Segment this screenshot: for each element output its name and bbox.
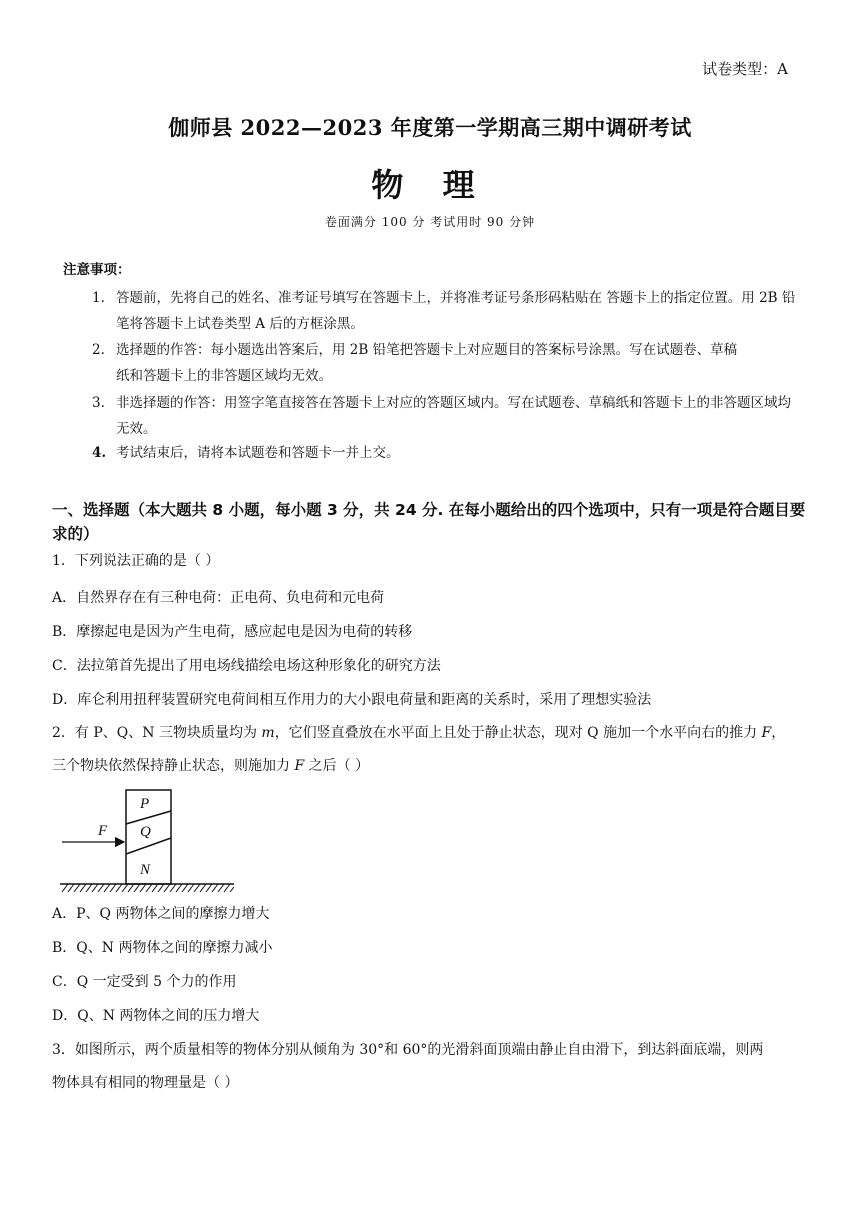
notice-item-text: 非选择题的作答：用签字笔直接答在答题卡上对应的答题区域内。写在试题卷、草稿纸和答题卡上的非答题区域均 — [116, 395, 791, 411]
question-3-stem-line2: 物体具有相同的物理量是（ ） — [52, 1075, 239, 1091]
notice-item-text-cont: 无效。 — [116, 421, 157, 437]
section-title-choice: 一、选择题（本大题共 8 小题，每小题 3 分，共 24 分. 在每小题给出的四个选项中，只有一项是符合题目要求的） — [52, 501, 806, 543]
qn-interface — [126, 838, 171, 854]
block-p-label: P — [140, 796, 150, 812]
force-symbol: F — [294, 758, 305, 774]
stem-text: 之后（ ） — [304, 758, 370, 774]
question-3-stem-line1: 3．如图所示，两个质量相等的物体分别从倾角为 30°和 60°的光滑斜面顶端由静止自由滑下，到达斜面底端，则两 — [52, 1042, 764, 1058]
paper-type-label: 试卷类型：A — [702, 60, 788, 78]
question-2-option-a: A．P、Q 两物体之间的摩擦力增大 — [52, 906, 270, 922]
question-1-option-a: A．自然界存在有三种电荷：正电荷、负电荷和元电荷 — [52, 590, 385, 606]
notice-item-text: 答题前，先将自己的姓名、准考证号填写在答题卡上，并将准考证号条形码粘贴在 答题卡上的指定位置。用 2B 铅 — [116, 290, 796, 306]
force-label: F — [98, 823, 108, 839]
question-2-stem-line1 — [52, 721, 785, 745]
exam-meta: 卷面满分 100 分 考试用时 90 分钟 — [324, 215, 536, 229]
question-2-option-c: C．Q 一定受到 5 个力的作用 — [52, 974, 237, 990]
notice-item-3 — [92, 390, 791, 442]
stem-text: 2．有 P、Q、N 三物块质量均为 — [52, 725, 262, 741]
question-2-option-b: B．Q、N 两物体之间的摩擦力减小 — [52, 940, 273, 956]
notice-item-number: 1. — [92, 290, 105, 306]
force-symbol: F — [761, 725, 772, 741]
subject-title: 物 理 — [371, 166, 489, 204]
notice-item-text-cont: 笔将答题卡上试卷类型 A 后的方框涂黑。 — [116, 316, 364, 332]
notice-item-text-cont: 纸和答题卡上的非答题区域均无效。 — [116, 368, 332, 384]
pq-interface — [126, 811, 171, 824]
question-2-stem-line2 — [52, 754, 369, 778]
question-1-option-c: C．法拉第首先提出了用电场线描绘电场这种形象化的研究方法 — [52, 658, 441, 674]
block-q-label: Q — [140, 824, 151, 840]
question-1-option-d: D．库仑利用扭秤装置研究电荷间相互作用力的大小跟电荷量和距离的关系时，采用了理想实验法 — [52, 692, 652, 708]
notice-item-text: 考试结束后，请将本试题卷和答题卡一并上交。 — [116, 445, 400, 461]
block-n-label: N — [140, 862, 151, 878]
notice-item-2 — [92, 337, 737, 389]
stem-text: ， — [771, 725, 786, 741]
mass-symbol: m — [261, 725, 275, 741]
question-1-option-b: B．摩擦起电是因为产生电荷，感应起电是因为电荷的转移 — [52, 624, 413, 640]
notice-item-number: 2. — [92, 342, 105, 358]
stem-text: 三个物块依然保持静止状态，则施加力 — [52, 758, 295, 774]
notice-item-number: 3. — [92, 395, 105, 411]
notice-heading: 注意事项： — [63, 262, 131, 278]
stem-text: ，它们竖直叠放在水平面上且处于静止状态，现对 Q 施加一个水平向右的推力 — [274, 725, 762, 741]
stacked-blocks-diagram — [58, 788, 238, 894]
notice-item-text: 选择题的作答：每小题选出答案后，用 2B 铅笔把答题卡上对应题目的答案标号涂黑。写在试题卷、草稿 — [116, 342, 738, 358]
ground-hatching — [62, 884, 234, 892]
question-2-option-d: D．Q、N 两物体之间的压力增大 — [52, 1008, 260, 1024]
stacked-blocks-figure — [58, 788, 238, 898]
question-1-stem: 1．下列说法正确的是（ ） — [52, 553, 220, 569]
exam-title: 伽师县 2022—2023 年度第一学期高三期中调研考试 — [168, 115, 692, 140]
notice-item-1 — [92, 285, 795, 337]
notice-item-4 — [92, 440, 400, 466]
notice-item-number: 4. — [92, 445, 107, 461]
